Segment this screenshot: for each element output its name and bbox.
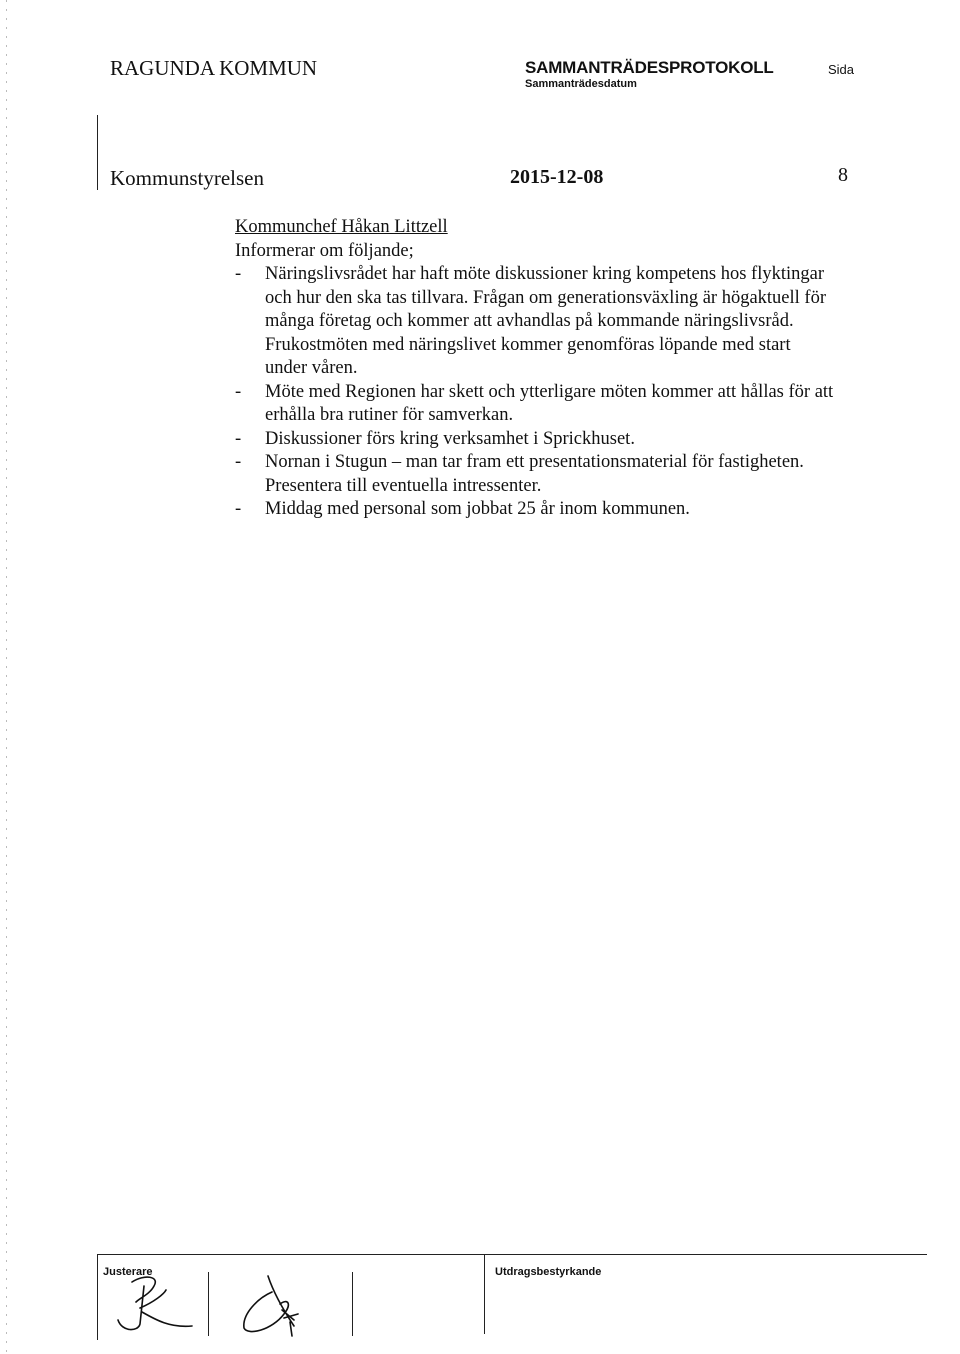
item-list — [235, 263, 835, 522]
scan-margin-marks — [6, 0, 7, 1354]
header-divider — [97, 115, 98, 190]
page-number: 8 — [838, 164, 848, 186]
intro-text: Informerar om följande; — [235, 240, 414, 261]
protocol-body — [235, 216, 835, 522]
bullet-dash: - — [235, 264, 242, 284]
bullet-dash: - — [235, 428, 242, 449]
justerare-label: Justerare — [103, 1266, 153, 1278]
list-item: - Diskussioner förs kring verksamhet i Sprickhuset. — [235, 428, 835, 452]
bullet-dash: - — [235, 381, 242, 402]
bullet-dash: - — [235, 499, 242, 519]
bullet-dash: - — [235, 452, 242, 472]
list-item: - Nornan i Stugun – man tar fram ett presentationsmaterial för fastigheten. Presentera till eventuella intressenter. — [235, 452, 804, 496]
meeting-date: 2015-12-08 — [510, 166, 604, 188]
list-item: - Möte med Regionen har skett och ytterligare möten kommer att hållas för att erhålla bra rutiner för samverkan. — [235, 381, 834, 425]
footer-divider — [208, 1272, 209, 1336]
list-item: - Näringslivsrådet har haft möte diskussioner kring kompetens hos flyktingar och hur den ska tas tillvara. Frågan om generationsväxling är högaktuell för många företag och kommer att avhandlas på kommande näringslivsråd. Frukostmöten med näringslivet kommer genomföras löpande med start under våren. — [235, 264, 826, 378]
board-name: Kommunstyrelsen — [110, 166, 264, 190]
speaker-name: Kommunchef Håkan Littzell — [235, 217, 448, 237]
protocol-title: SAMMANTRÄDESPROTOKOLL — [525, 58, 774, 77]
footer-divider — [352, 1272, 353, 1336]
list-item: - Middag med personal som jobbat 25 år inom kommunen. — [235, 498, 835, 522]
utdrag-label: Utdragsbestyrkande — [495, 1266, 602, 1278]
signature-initials-1 — [110, 1272, 200, 1336]
footer-rule — [97, 1254, 927, 1255]
meeting-date-label: Sammanträdesdatum — [525, 78, 637, 90]
organization-name: RAGUNDA KOMMUN — [110, 56, 318, 80]
page-label: Sida — [828, 62, 855, 77]
footer-divider — [97, 1254, 98, 1340]
signature-initials-2 — [228, 1274, 318, 1338]
footer-divider — [484, 1254, 485, 1334]
